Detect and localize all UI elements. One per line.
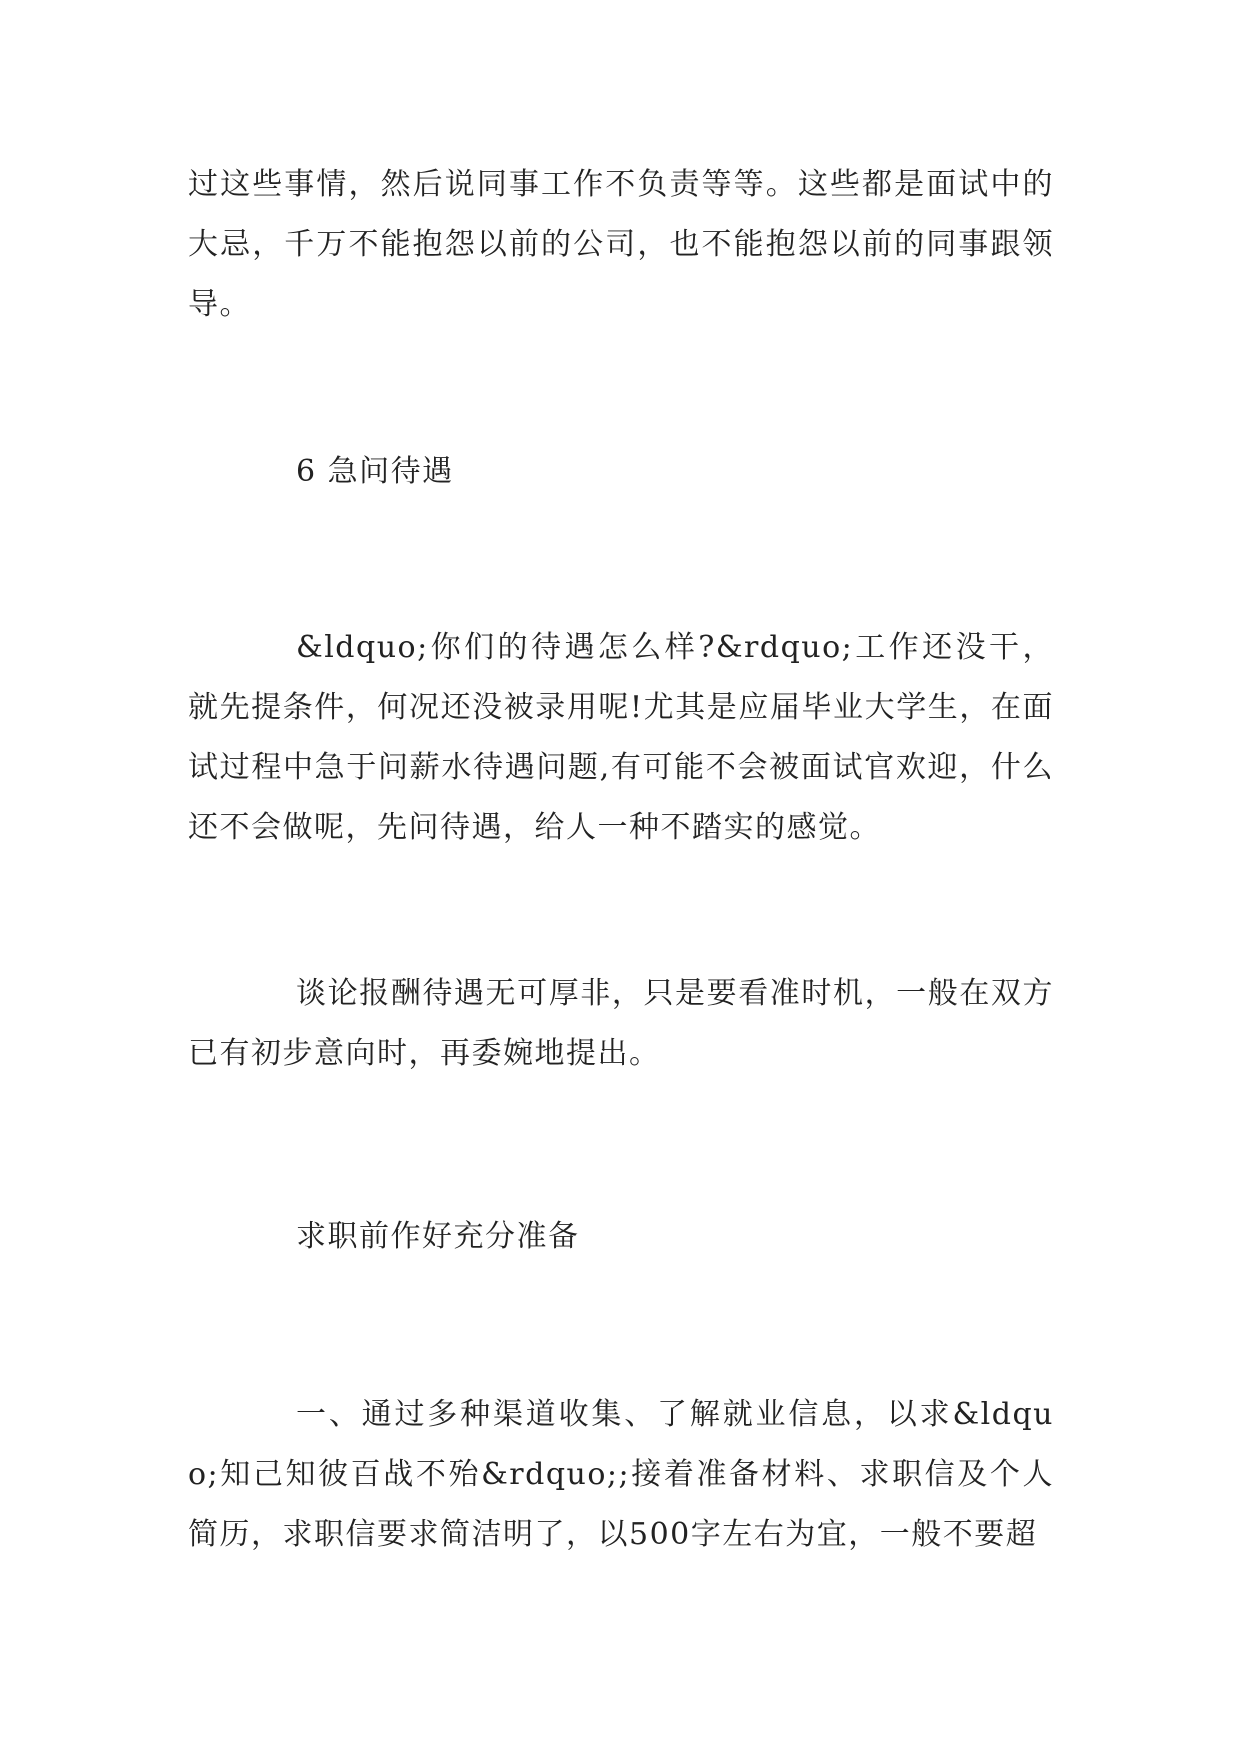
- paragraph-complaints: 过这些事情，然后说同事工作不负责等等。这些都是面试中的大忌，千万不能抱怨以前的公司，也不能抱怨以前的同事跟领导。: [188, 167, 1054, 322]
- paragraph-salary-timing: 谈论报酬待遇无可厚非，只是要看准时机，一般在双方已有初步意向时，再委婉地提出。: [188, 976, 1054, 1071]
- paragraph-salary-question: &ldquo;你们的待遇怎么样?&rdquo;工作还没干，就先提条件，何况还没被录用呢!尤其是应届毕业大学生，在面试过程中急于问薪水待遇问题,有可能不会被面试官欢迎，什么还不会做呢，先问待遇，给人一种不踏实的感觉。: [188, 630, 1054, 845]
- section-heading-preparation: 求职前作好充分准备: [296, 1219, 580, 1254]
- section-heading-salary: 6 急问待遇: [296, 454, 454, 489]
- paragraph-job-info: 一、通过多种渠道收集、了解就业信息，以求&ldquo;知己知彼百战不殆&rdquo;;接着准备材料、求职信及个人简历，求职信要求简洁明了，以500字左右为宜，一般不要超: [188, 1397, 1054, 1552]
